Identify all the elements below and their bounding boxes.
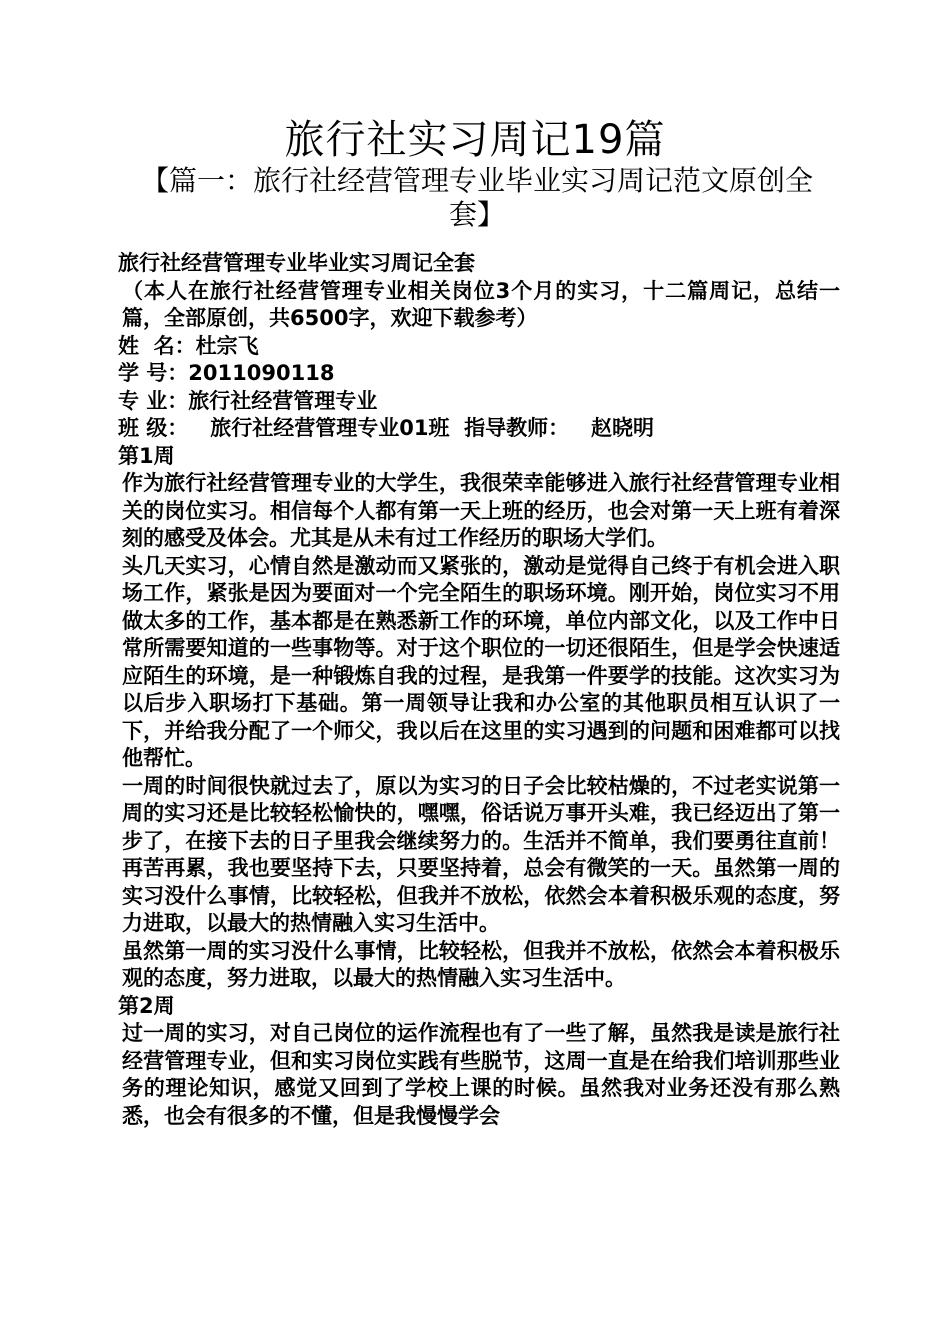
week-1-paragraph: 虽然第一周的实习没什么事情，比较轻松，但我并不放松，依然会本着积极乐观的态度，努力进取，以最大的热情融入实习生活中。	[122, 938, 840, 990]
major-line: 专 业：旅行社经营管理专业	[118, 388, 378, 413]
week-1-paragraph: 一周的时间很快就过去了，原以为实习的日子会比较枯燥的，不过老实说第一周的实习还是比较轻松愉快的，嘿嘿，俗话说万事开头难，我已经迈出了第一步了，在接下去的日子里我会继续努力的。生活并不简单，我们要勇往直前！再苦再累，我也要坚持下去，只要坚持着，总会有微笑的一天。虽然第一周的实习没什么事情，比较轻松，但我并不放松，依然会本着积极乐观的态度，努力进取，以最大的热情融入实习生活中。	[122, 773, 840, 935]
section-heading: 旅行社经营管理专业毕业实习周记全套	[118, 251, 475, 275]
week-2-paragraph: 过一周的实习，对自己岗位的运作流程也有了一些了解，虽然我是读是旅行社经营管理专业，但和实习岗位实践有些脱节，这周一直是在给我们培训那些业务的理论知识，感觉又回到了学校上课的时候。虽然我对业务还没有那么熟悉，也会有很多的不懂，但是我慢慢学会	[122, 1021, 840, 1128]
author-note: （本人在旅行社经营管理专业相关岗位3个月的实习，十二篇周记，总结一篇，全部原创，共6500字，欢迎下载参考）	[122, 278, 840, 330]
name-line: 姓 名：杜宗飞	[118, 333, 259, 358]
week-2-heading: 第2周	[118, 993, 175, 1018]
document-title: 旅行社实习周记19篇	[284, 117, 666, 163]
week-1-paragraph: 头几天实习，心情自然是激动而又紧张的，激动是觉得自己终于有机会进入职场工作，紧张是因为要面对一个完全陌生的职场环境。刚开始，岗位实习不用做太多的工作，基本都是在熟悉新工作的环境，单位内部文化，以及工作中日常所需要知道的一些事物等。对于这个职位的一切还很陌生，但是学会快速适应陌生的环境，是一种锻炼自我的过程，是我第一件要学的技能。这次实习为以后步入职场打下基础。第一周领导让我和办公室的其他职员相互认识了一下，并给我分配了一个师父，我以后在这里的实习遇到的问题和困难都可以找他帮忙。	[122, 553, 840, 770]
document-body	[118, 250, 840, 1130]
class-line: 班 级： 旅行社经营管理专业01班 指导教师： 赵晓明	[118, 416, 655, 440]
document-subtitle: 【篇一：旅行社经营管理专业毕业实习周记范文原创全套】	[140, 164, 813, 231]
week-1-paragraph: 作为旅行社经营管理专业的大学生，我很荣幸能够进入旅行社经营管理专业相关的岗位实习。相信每个人都有第一天上班的经历，也会对第一天上班有着深刻的感受及体会。尤其是从未有过工作经历的职场大学们。	[122, 471, 840, 550]
student-id-line: 学 号：2011090118	[118, 361, 335, 385]
week-1-heading: 第1周	[118, 443, 175, 468]
